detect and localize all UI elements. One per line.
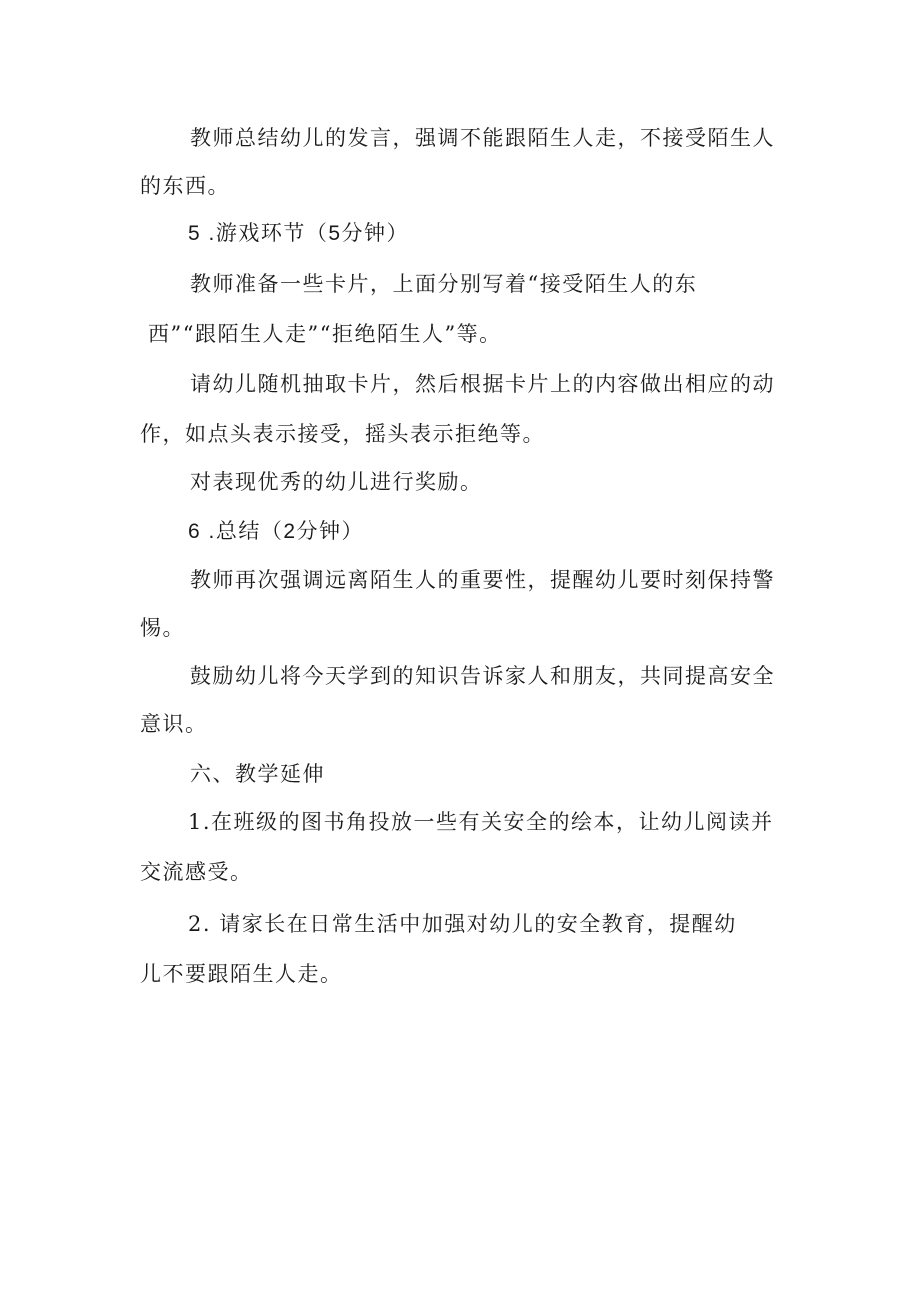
section-5-heading: 5 .游戏环节（5分钟） (188, 222, 410, 245)
extension-item-1-line-1: 1.在班级的图书角投放一些有关安全的绘本，让幼儿阅读并 (188, 810, 774, 834)
paragraph-summary-line-1: 教师总结幼儿的发言，强调不能跟陌生人走，不接受陌生人 (190, 126, 775, 150)
extension-item-1-line-2: 交流感受。 (140, 860, 253, 884)
section-6-heading: 6 .总结（2分钟） (188, 520, 365, 543)
paragraph-emphasis-line-1: 教师再次强调远离陌生人的重要性，提醒幼儿要时刻保持警 (190, 568, 775, 592)
paragraph-emphasis-line-2: 惕。 (140, 616, 185, 640)
extension-item-2-line-2: 儿不要跟陌生人走。 (140, 962, 343, 986)
paragraph-encourage-line-2: 意识。 (140, 712, 208, 736)
section-extension-heading: 六、教学延伸 (190, 762, 325, 786)
paragraph-encourage-line-1: 鼓励幼儿将今天学到的知识告诉家人和朋友，共同提高安全 (190, 664, 775, 688)
paragraph-reward: 对表现优秀的幼儿进行奖励。 (190, 470, 483, 494)
paragraph-draw-line-2: 作，如点头表示接受，摇头表示拒绝等。 (140, 422, 545, 446)
paragraph-summary-line-2: 的东西。 (140, 174, 230, 198)
extension-item-2-line-1: 2. 请家长在日常生活中加强对幼儿的安全教育，提醒幼 (188, 912, 737, 936)
paragraph-cards-line-2: 西”“跟陌生人走”“拒绝陌生人”等。 (148, 322, 502, 346)
paragraph-cards-line-1: 教师准备一些卡片，上面分别写着“接受陌生人的东 (190, 272, 698, 296)
paragraph-draw-line-1: 请幼儿随机抽取卡片，然后根据卡片上的内容做出相应的动 (190, 372, 775, 396)
